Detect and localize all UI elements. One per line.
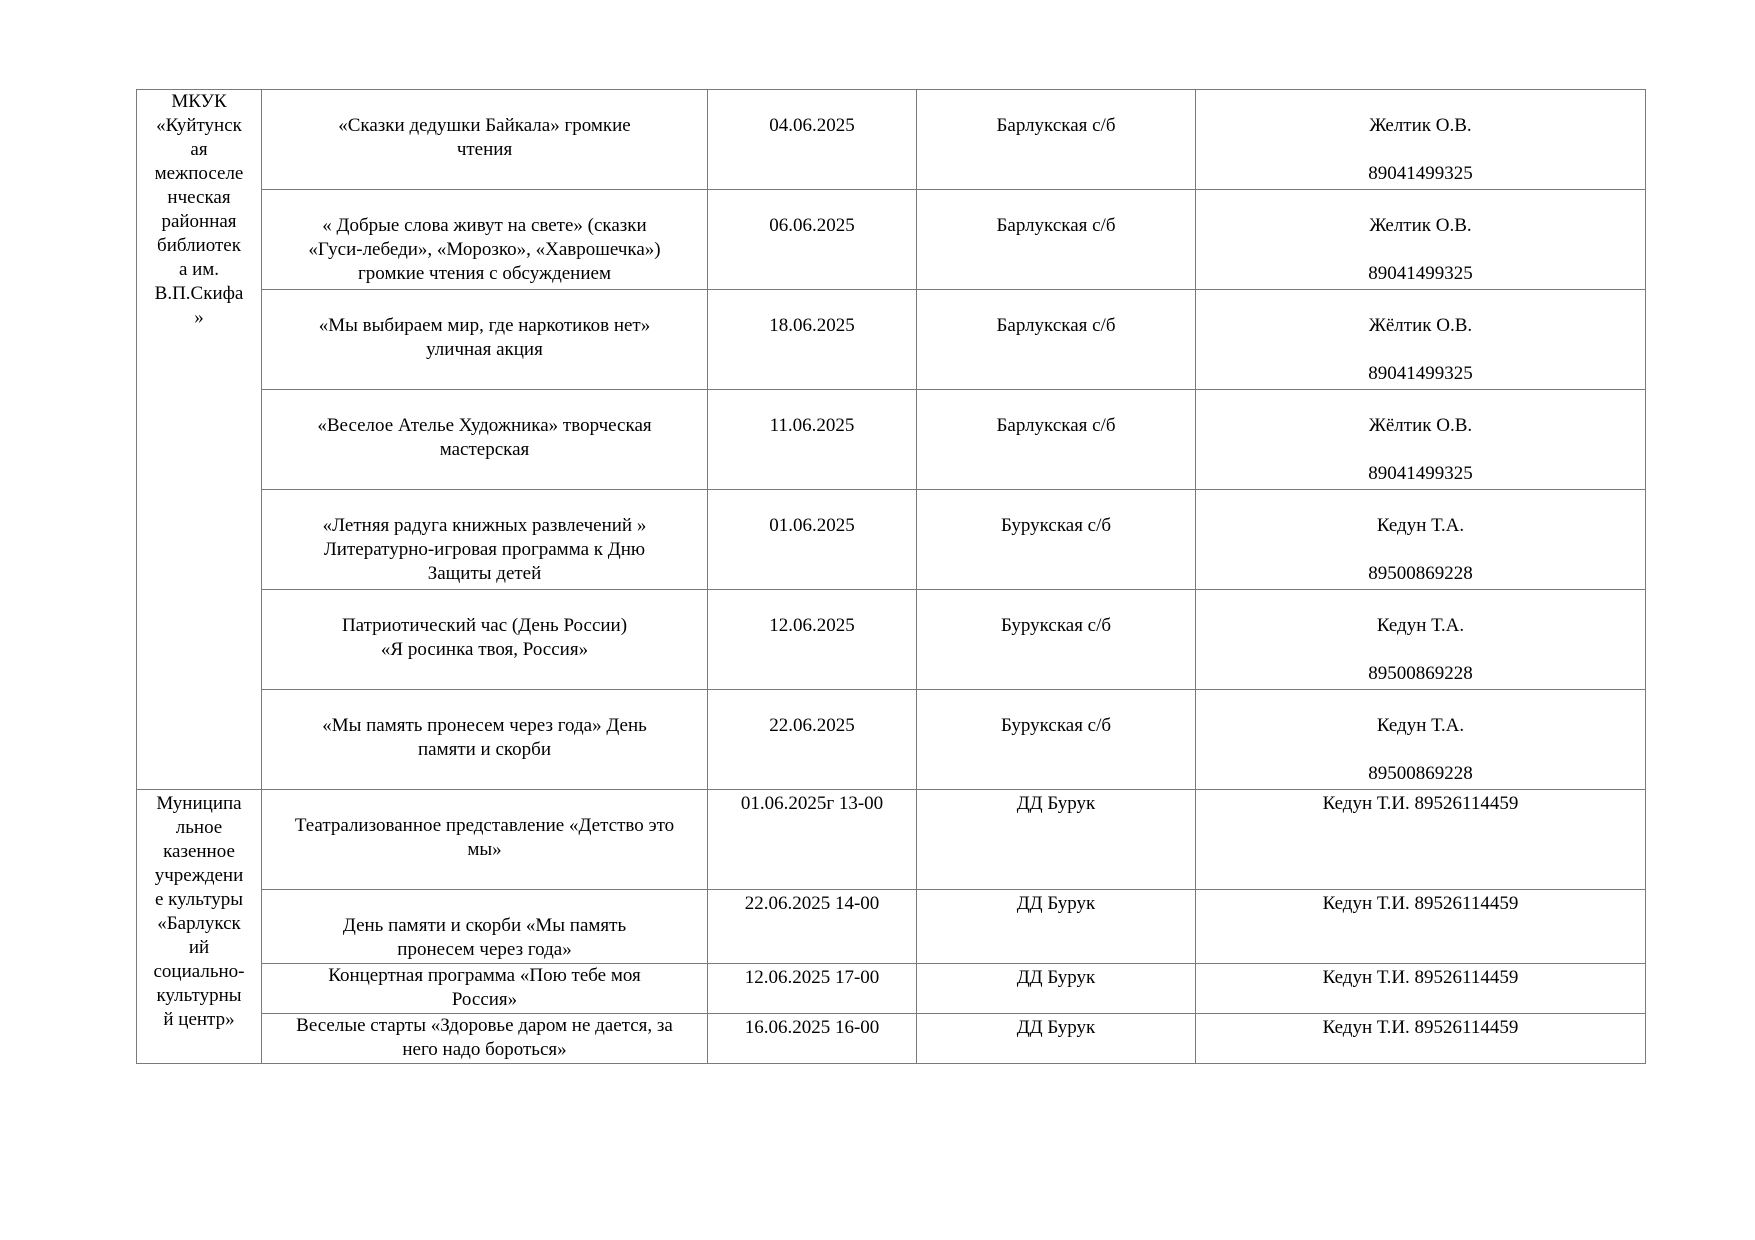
event-place: Барлукская с/б xyxy=(996,315,1116,336)
event-title: «Сказки дедушки Байкала» громкие чтения xyxy=(338,115,631,160)
event-contact: Кедун Т.И. 89526114459 xyxy=(1322,967,1519,988)
table-row xyxy=(137,390,1646,490)
date-cell xyxy=(708,1014,917,1064)
contact-name: Кедун Т.А. xyxy=(1376,615,1465,636)
event-title: День памяти и скорби «Мы память пронесем через года» xyxy=(342,915,627,960)
event-place: Барлукская с/б xyxy=(996,215,1116,236)
event-date: 22.06.2025 xyxy=(769,715,855,736)
event-cell xyxy=(262,390,708,490)
event-cell xyxy=(262,90,708,190)
place-cell xyxy=(917,790,1196,890)
event-title: Патриотический час (День России) «Я росинка твоя, Россия» xyxy=(341,615,628,660)
event-place: Бурукская с/б xyxy=(1000,715,1112,736)
contact-cell xyxy=(1196,90,1646,190)
contact-cell xyxy=(1196,1014,1646,1064)
table-row xyxy=(137,964,1646,1014)
date-cell xyxy=(708,290,917,390)
event-place: ДД Бурук xyxy=(1016,893,1096,914)
event-title: Концертная программа «Пою тебе моя Россия» xyxy=(328,965,641,1010)
event-place: Бурукская с/б xyxy=(1000,615,1112,636)
date-cell xyxy=(708,90,917,190)
event-date: 04.06.2025 xyxy=(769,115,855,136)
organization-name: МКУК «Куйтунск ая межпоселе нческая районная библиотек а им. В.П.Скифа » xyxy=(154,91,244,328)
event-cell xyxy=(262,790,708,890)
contact-cell xyxy=(1196,290,1646,390)
event-date: 12.06.2025 xyxy=(769,615,855,636)
event-place: Барлукская с/б xyxy=(996,415,1116,436)
event-place: Барлукская с/б xyxy=(996,115,1116,136)
contact-name: Жёлтик О.В. xyxy=(1368,315,1473,336)
event-place: Бурукская с/б xyxy=(1000,515,1112,536)
place-cell xyxy=(917,590,1196,690)
contact-name: Кедун Т.А. xyxy=(1376,715,1465,736)
event-cell xyxy=(262,690,708,790)
date-cell xyxy=(708,490,917,590)
event-cell xyxy=(262,1014,708,1064)
event-cell xyxy=(262,490,708,590)
place-cell xyxy=(917,390,1196,490)
contact-name: Желтик О.В. xyxy=(1369,215,1472,236)
event-date: 06.06.2025 xyxy=(769,215,855,236)
date-cell xyxy=(708,890,917,964)
event-place: ДД Бурук xyxy=(1016,967,1096,988)
event-cell xyxy=(262,190,708,290)
event-date: 01.06.2025г 13-00 xyxy=(740,793,884,814)
date-cell xyxy=(708,590,917,690)
contact-name: Кедун Т.А. xyxy=(1376,515,1465,536)
event-date: 18.06.2025 xyxy=(769,315,855,336)
date-cell xyxy=(708,790,917,890)
table-row xyxy=(137,890,1646,964)
event-cell xyxy=(262,590,708,690)
table-row xyxy=(137,1014,1646,1064)
event-title: «Летняя радуга книжных развлечений » Литературно-игровая программа к Дню Защиты детей xyxy=(322,515,647,584)
contact-cell xyxy=(1196,390,1646,490)
event-place: ДД Бурук xyxy=(1016,1017,1096,1038)
contact-phone: 89041499325 xyxy=(1368,163,1473,184)
contact-cell xyxy=(1196,490,1646,590)
table-row xyxy=(137,690,1646,790)
place-cell xyxy=(917,890,1196,964)
contact-phone: 89041499325 xyxy=(1368,263,1473,284)
place-cell xyxy=(917,964,1196,1014)
place-cell xyxy=(917,90,1196,190)
contact-cell xyxy=(1196,690,1646,790)
place-cell xyxy=(917,690,1196,790)
event-title: Веселые старты «Здоровье даром не дается, за него надо бороться» xyxy=(296,1015,673,1060)
table-row xyxy=(137,790,1646,890)
organization-cell xyxy=(137,90,262,790)
date-cell xyxy=(708,690,917,790)
contact-cell xyxy=(1196,790,1646,890)
contact-name: Жёлтик О.В. xyxy=(1368,415,1473,436)
contact-phone: 89041499325 xyxy=(1368,363,1473,384)
event-date: 16.06.2025 16-00 xyxy=(744,1017,880,1038)
event-cell xyxy=(262,890,708,964)
table-row xyxy=(137,90,1646,190)
event-contact: Кедун Т.И. 89526114459 xyxy=(1322,893,1519,914)
event-date: 01.06.2025 xyxy=(769,515,855,536)
contact-cell xyxy=(1196,964,1646,1014)
event-place: ДД Бурук xyxy=(1016,793,1096,814)
table-row xyxy=(137,590,1646,690)
contact-name: Желтик О.В. xyxy=(1369,115,1472,136)
events-table xyxy=(136,89,1646,1064)
event-title: « Добрые слова живут на свете» (сказки «Гуси-лебеди», «Морозко», «Хаврошечка») громкие чтения с обсуждением xyxy=(308,215,661,284)
date-cell xyxy=(708,964,917,1014)
organization-cell xyxy=(137,790,262,1064)
event-title: «Веселое Ателье Художника» творческая мастерская xyxy=(317,415,652,460)
event-contact: Кедун Т.И. 89526114459 xyxy=(1322,793,1519,814)
place-cell xyxy=(917,190,1196,290)
contact-cell xyxy=(1196,590,1646,690)
contact-cell xyxy=(1196,890,1646,964)
date-cell xyxy=(708,190,917,290)
event-cell xyxy=(262,290,708,390)
table-row xyxy=(137,290,1646,390)
event-cell xyxy=(262,964,708,1014)
organization-name: Муниципа льное казенное учреждени е культуры «Барлукск ий социально- культурны й центр» xyxy=(153,793,245,1030)
place-cell xyxy=(917,490,1196,590)
place-cell xyxy=(917,290,1196,390)
contact-cell xyxy=(1196,190,1646,290)
contact-phone: 89500869228 xyxy=(1368,563,1473,584)
event-date: 22.06.2025 14-00 xyxy=(744,893,880,914)
contact-phone: 89500869228 xyxy=(1368,763,1473,784)
event-title: «Мы память пронесем через года» День памяти и скорби xyxy=(322,715,647,760)
table-row xyxy=(137,490,1646,590)
event-date: 11.06.2025 xyxy=(769,415,855,436)
place-cell xyxy=(917,1014,1196,1064)
event-contact: Кедун Т.И. 89526114459 xyxy=(1322,1017,1519,1038)
contact-phone: 89500869228 xyxy=(1368,663,1473,684)
table-row xyxy=(137,190,1646,290)
event-date: 12.06.2025 17-00 xyxy=(744,967,880,988)
event-title: Театрализованное представление «Детство это мы» xyxy=(294,815,675,860)
event-title: «Мы выбираем мир, где наркотиков нет» уличная акция xyxy=(318,315,651,360)
contact-phone: 89041499325 xyxy=(1368,463,1473,484)
date-cell xyxy=(708,390,917,490)
